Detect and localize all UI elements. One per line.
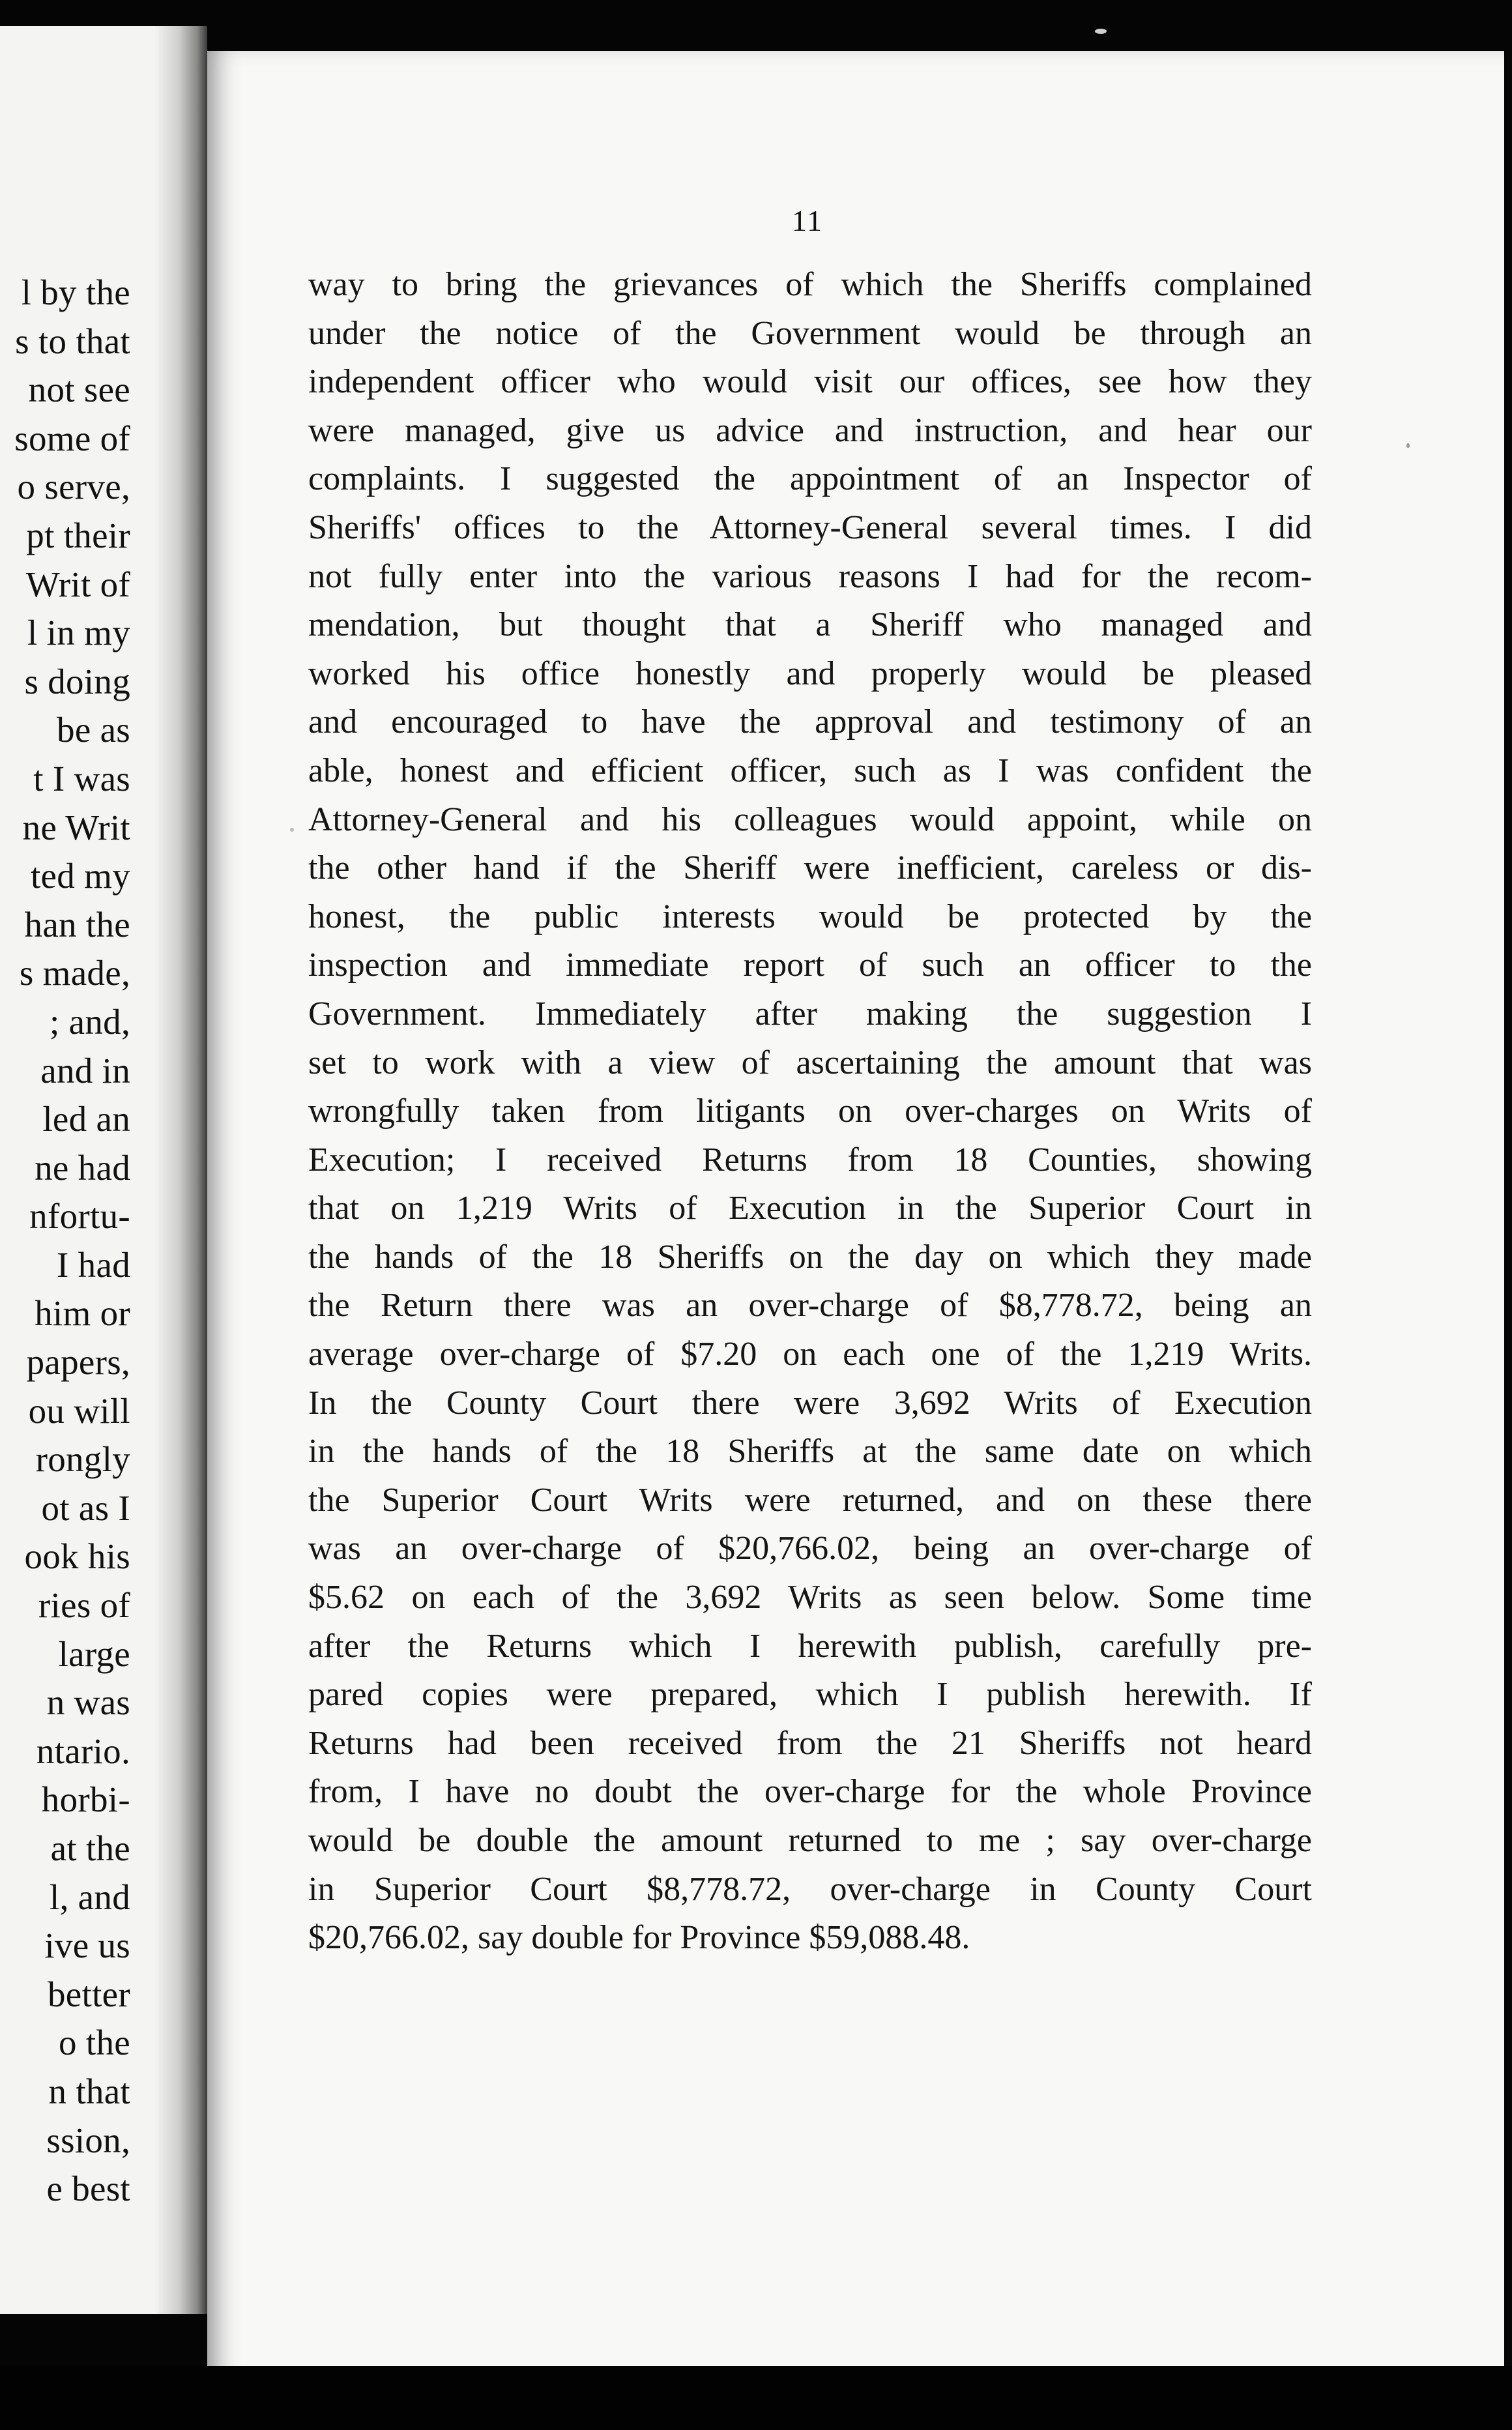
book-gutter-shadow (155, 26, 207, 2314)
facing-page-line: l in my (27, 613, 130, 653)
facing-page-line: be as (57, 710, 130, 750)
facing-page-line: s doing (24, 661, 130, 701)
page-number: 11 (791, 204, 824, 237)
text-line: were managed, give us advice and instruction, and hear our (308, 411, 1312, 449)
facing-page-line: e best (46, 2169, 130, 2209)
facing-page-line: s to that (15, 321, 130, 361)
facing-page-line: led an (42, 1099, 130, 1139)
facing-page-line: papers, (26, 1342, 130, 1383)
facing-page-line: han the (24, 904, 130, 944)
facing-page-line: Writ of (25, 564, 130, 604)
text-line: worked his office honestly and properly would be pleased (308, 654, 1312, 692)
facing-page-line: ries of (38, 1585, 130, 1626)
scan-speck (1095, 29, 1107, 34)
facing-page-line: him or (35, 1293, 130, 1334)
scan-speck (290, 828, 294, 832)
text-line: under the notice of the Government would be through an (308, 314, 1312, 352)
facing-page-line: ne Writ (22, 807, 130, 847)
text-line: In the County Court there were 3,692 Writs of Execution (308, 1384, 1312, 1422)
facing-page-line: not see (28, 370, 130, 410)
scan-speck (1406, 443, 1410, 448)
text-line: would be double the amount returned to me ; say over-charge (308, 1822, 1312, 1859)
facing-page-line: at the (50, 1828, 130, 1868)
facing-page-line: ne had (35, 1147, 130, 1188)
text-line: Attorney-General and his colleagues would appoint, while on (308, 800, 1312, 838)
facing-page-line: n was (46, 1682, 130, 1723)
facing-page-line: better (47, 1974, 130, 2014)
facing-page-line: ou will (28, 1390, 130, 1431)
text-line: independent officer who would visit our offices, see how they (308, 363, 1312, 401)
facing-page-line: ook his (24, 1536, 130, 1577)
facing-page-line: and in (40, 1050, 130, 1091)
text-line: way to bring the grievances of which the Sheriffs complained (308, 266, 1312, 303)
text-line: average over-charge of $7.20 on each one of the 1,219 Writs. (308, 1336, 1312, 1373)
text-line: the Superior Court Writs were returned, and on these there (308, 1481, 1312, 1519)
text-line: complaints. I suggested the appointment of an Inspector of (308, 460, 1312, 498)
scan-bottom-edge (0, 2366, 1512, 2430)
text-line: Execution; I received Returns from 18 Counties, showing (308, 1141, 1312, 1178)
text-line: Returns had been received from the 21 Sheriffs not heard (308, 1724, 1312, 1762)
text-line: after the Returns which I herewith publish, carefully pre- (308, 1627, 1312, 1665)
text-line: set to work with a view of ascertaining the amount that was (308, 1044, 1312, 1081)
text-line: Sheriffs' offices to the Attorney-General several times. I did (308, 508, 1312, 546)
facing-page-text (0, 269, 130, 2214)
text-line: Government. Immediately after making the suggestion I (308, 995, 1312, 1032)
facing-page-line: ntario. (36, 1731, 130, 1771)
facing-page-line: ot as I (41, 1487, 130, 1528)
text-line: able, honest and efficient officer, such as I was confident the (308, 752, 1312, 789)
text-line: $20,766.02, say double for Province $59,088.48. (308, 1919, 970, 1957)
text-line: inspection and immediate report of such an officer to the (308, 946, 1312, 984)
facing-page-line: o the (59, 2023, 130, 2063)
text-line: was an over-charge of $20,766.02, being an over-charge of (308, 1530, 1312, 1568)
text-line: in the hands of the 18 Sheriffs at the same date on which (308, 1433, 1312, 1471)
facing-page-line: t I was (33, 758, 130, 798)
facing-page-line: l by the (21, 272, 130, 312)
text-line: wrongfully taken from litigants on over-charges on Writs of (308, 1092, 1312, 1130)
facing-page-line: ; and, (50, 1001, 130, 1042)
facing-page-line: pt their (26, 515, 130, 555)
text-line: the hands of the 18 Sheriffs on the day on which they made (308, 1238, 1312, 1276)
facing-page-line: ive us (44, 1925, 130, 1966)
text-line: the other hand if the Sheriff were inefficient, careless or dis- (308, 849, 1312, 887)
facing-page-line: o serve, (17, 467, 130, 507)
facing-page-line: ted my (30, 856, 130, 896)
facing-page-line: nfortu- (29, 1196, 130, 1237)
facing-page-line: large (58, 1633, 130, 1674)
text-line: in Superior Court $8,778.72, over-charge in County Court (308, 1870, 1312, 1908)
text-line: not fully enter into the various reasons I had for the recom- (308, 557, 1312, 595)
facing-page-line: n that (48, 2071, 130, 2111)
text-line: and encouraged to have the approval and testimony of an (308, 703, 1312, 741)
body-paragraph (308, 261, 1312, 1963)
text-line: from, I have no doubt the over-charge for the whole Province (308, 1773, 1312, 1811)
facing-page-line: some of (14, 418, 130, 458)
facing-page-line: ssion, (46, 2120, 130, 2160)
text-line: that on 1,219 Writs of Execution in the Superior Court in (308, 1190, 1312, 1227)
text-line: the Return there was an over-charge of $8,778.72, being an (308, 1287, 1312, 1325)
text-line: pared copies were prepared, which I publish herewith. If (308, 1676, 1312, 1714)
text-line: $5.62 on each of the 3,692 Writs as seen below. Some time (308, 1579, 1312, 1617)
facing-page-line: s made, (19, 953, 130, 993)
text-line: mendation, but thought that a Sheriff who managed and (308, 606, 1312, 644)
facing-page-line: I had (57, 1244, 130, 1285)
facing-page-line: l, and (50, 1877, 130, 1917)
facing-page-line: rongly (35, 1439, 130, 1480)
text-line: honest, the public interests would be protected by the (308, 898, 1312, 935)
facing-page-line: horbi- (41, 1779, 130, 1820)
